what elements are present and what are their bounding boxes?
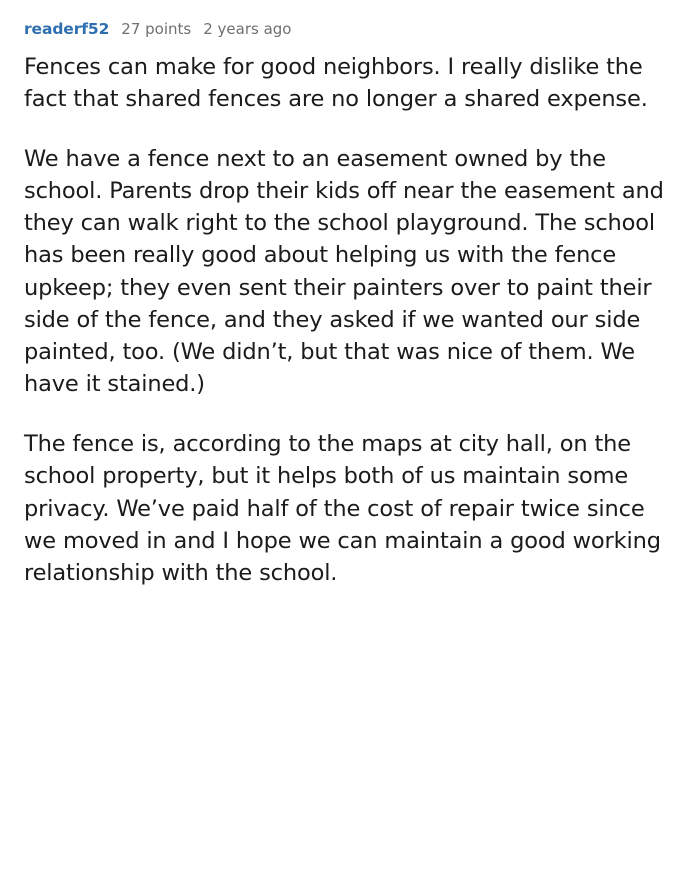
comment-meta: [24, 20, 676, 39]
comment-body: [24, 51, 676, 590]
comment-author[interactable]: readerf52: [24, 20, 110, 38]
comment-timestamp: 2 years ago: [203, 20, 292, 38]
comment-paragraph: The fence is, according to the maps at city hall, on the school property, but it helps both of us maintain some privacy. We’ve paid half of the cost of repair twice since we moved in and I hope we can maintain a good working relationship with the school.: [24, 431, 661, 586]
comment-paragraph: We have a fence next to an easement owned by the school. Parents drop their kids off near the easement and they can walk right to the school playground. The school has been really good about helping us with the fence upkeep; they even sent their painters over to paint their side of the fence, and they asked if we wanted our side painted, too. (We didn’t, but that was nice of them. We have it stained.): [24, 145, 664, 398]
comment-paragraph: Fences can make for good neighbors. I really dislike the fact that shared fences are no longer a shared expense.: [24, 53, 648, 112]
comment-score: 27 points: [121, 20, 192, 38]
